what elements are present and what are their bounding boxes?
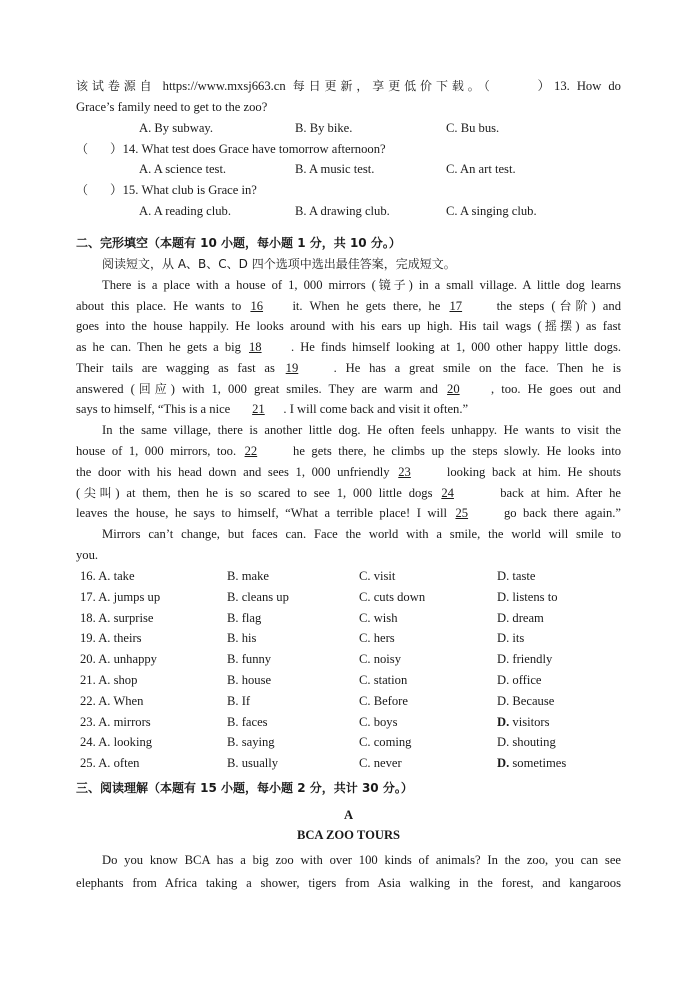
option-19-d[interactable]: D. its <box>497 631 525 646</box>
option-18-d[interactable]: D. dream <box>497 610 544 625</box>
option-16-d[interactable]: D. taste <box>497 569 536 583</box>
blank-24[interactable]: 24 <box>441 486 454 500</box>
option-17-c[interactable]: C. cuts down <box>359 589 426 604</box>
p3-line-1: Mirrors can’t change, but faces can. Face the world with a smile, the world will smile to <box>102 527 621 541</box>
option-19-a[interactable]: 19. A. theirs <box>80 631 142 646</box>
option-23-d[interactable]: D. visitors <box>497 714 550 729</box>
blank-25[interactable]: 25 <box>455 506 469 520</box>
p1-line-2: about this place. He wants to 16 it. When he gets there, he 17 the steps (台阶) and <box>76 299 621 313</box>
option-22-b[interactable]: B. If <box>227 693 251 708</box>
option-25-c[interactable]: C. never <box>359 756 402 771</box>
option-25-a[interactable]: 25. A. often <box>80 756 140 771</box>
part-label: A <box>343 808 354 822</box>
option-17-b[interactable]: B. cleans up <box>227 589 289 604</box>
blank-21[interactable]: 21 <box>252 402 265 416</box>
option-20-c[interactable]: C. noisy <box>359 652 401 667</box>
option-16-b[interactable]: B. make <box>227 569 269 583</box>
q13-option-b[interactable]: B. By bike. <box>295 121 353 135</box>
p3-line-2: you. <box>76 548 99 562</box>
q13-option-a[interactable]: A. By subway. <box>139 121 214 135</box>
option-16-c[interactable]: C. visit <box>359 569 396 583</box>
p1-line-6: answered (回应) with 1, 000 great smiles. They are warm and 20 , too. He goes out and <box>76 382 621 396</box>
option-17-a[interactable]: 17. A. jumps up <box>80 589 161 604</box>
q15-option-b[interactable]: B. A drawing club. <box>295 204 390 218</box>
q14-line <box>76 141 621 157</box>
option-23-c[interactable]: C. boys <box>359 714 398 729</box>
option-25-b[interactable]: B. usually <box>227 756 279 771</box>
option-23-a[interactable]: 23. A. mirrors <box>80 714 151 729</box>
q14-option-b[interactable]: B. A music test. <box>295 162 375 176</box>
blank-19[interactable]: 19 <box>285 361 299 375</box>
q14-text: ）14. What test does Grace have tomorrow afternoon? <box>110 142 386 156</box>
option-25-d[interactable]: D. sometimes <box>497 756 567 771</box>
option-20-a[interactable]: 20. A. unhappy <box>80 652 157 667</box>
source-url[interactable]: https://www.mxsj663.cn <box>162 79 286 93</box>
q15-paren: （ <box>76 183 89 197</box>
cloze-instruction: 阅读短文，从 A、B、C、D 四个选项中选出最佳答案，完成短文。 <box>102 257 456 271</box>
q15-text: ）15. What club is Grace in? <box>110 183 257 197</box>
p1-line-7: says to himself, “This is a nice 21 . I will come back and visit it often.” <box>76 402 469 416</box>
promo-text: 每日更新，享更低价下载。（ <box>292 79 494 93</box>
option-20-b[interactable]: B. funny <box>227 652 272 667</box>
option-18-b[interactable]: B. flag <box>227 610 262 625</box>
option-20-d[interactable]: D. friendly <box>497 652 553 667</box>
option-16-a[interactable]: 16. A. take <box>80 569 135 583</box>
cloze-section-title: 二、完形填空（本题有 10 小题，每小题 1 分，共 10 分。） <box>76 236 401 250</box>
header-line <box>76 78 621 94</box>
option-24-c[interactable]: C. coming <box>359 735 412 750</box>
p2-line-5: leaves the house, he says to himself, “What a terrible place! I will 25 go back there again.” <box>76 506 621 520</box>
option-22-a[interactable]: 22. A. When <box>80 693 144 708</box>
q15-line <box>76 182 621 198</box>
reading-section-title: 三、阅读理解（本题有 15 小题，每小题 2 分，共计 30 分。） <box>76 781 413 795</box>
p2-line-3: the door with his head down and sees 1, 000 unfriendly 23 looking back at him. He shouts <box>76 465 621 479</box>
q14-option-a[interactable]: A. A science test. <box>139 162 227 176</box>
p2-line-4: (尖叫) at them, then he is so scared to see 1, 000 little dogs 24 back at him. After he <box>76 486 621 500</box>
option-23-b[interactable]: B. faces <box>227 714 268 729</box>
option-17-d[interactable]: D. listens to <box>497 589 558 604</box>
option-18-c[interactable]: C. wish <box>359 610 398 625</box>
blank-23[interactable]: 23 <box>398 465 411 479</box>
q15-option-c[interactable]: C. A singing club. <box>446 204 537 218</box>
blank-20[interactable]: 20 <box>447 382 460 396</box>
option-22-d[interactable]: D. Because <box>497 693 555 708</box>
option-21-b[interactable]: B. house <box>227 673 272 687</box>
p1-line-4: as he can. Then he gets a big 18 . He finds himself looking at 1, 000 other happy little dogs. <box>76 340 622 354</box>
option-21-c[interactable]: C. station <box>359 673 408 687</box>
option-19-c[interactable]: C. hers <box>359 631 395 646</box>
option-24-a[interactable]: 24. A. looking <box>80 735 153 750</box>
article-line-1: Do you know BCA has a big zoo with over 100 kinds of animals? In the zoo, you can see <box>102 853 621 867</box>
option-18-a[interactable]: 18. A. surprise <box>80 610 154 625</box>
blank-16[interactable]: 16 <box>250 299 264 313</box>
p2-line-1: In the same village, there is another little dog. He often feels unhappy. He wants to visit the <box>102 423 621 437</box>
q13-line2: Grace’s family need to get to the zoo? <box>76 100 268 114</box>
option-24-b[interactable]: B. saying <box>227 735 275 750</box>
q14-paren: （ <box>76 142 89 156</box>
blank-17[interactable]: 17 <box>449 299 463 313</box>
q13-option-c[interactable]: C. Bu bus. <box>446 121 500 135</box>
p1-line-1: There is a place with a house of 1, 000 mirrors (镜子) in a small village. A little dog learns <box>102 278 621 292</box>
p1-line-5: Their tails are wagging as fast as 19 . He has a great smile on the face. Then he is <box>76 361 621 375</box>
article-line-2: elephants from Africa taking a shower, tigers from Asia walking in the forest, and kangaroos <box>76 876 621 890</box>
p1-line-3: goes into the house happily. He looks around with his ears up high. His tail wags (摇摆) as fast <box>76 319 621 333</box>
q15-option-a[interactable]: A. A reading club. <box>139 204 231 218</box>
option-22-c[interactable]: C. Before <box>359 693 408 708</box>
source-label: 该试卷源自 <box>76 79 156 93</box>
q13-text: ）13. How do <box>533 79 621 93</box>
option-21-d[interactable]: D. office <box>497 673 542 687</box>
q14-option-c[interactable]: C. An art test. <box>446 162 516 176</box>
article-title: BCA ZOO TOURS <box>296 828 401 842</box>
p2-line-2: house of 1, 000 mirrors, too. 22 he gets there, he climbs up the steps slowly. He looks into <box>76 444 621 458</box>
blank-22[interactable]: 22 <box>244 444 258 458</box>
option-19-b[interactable]: B. his <box>227 631 257 646</box>
option-24-d[interactable]: D. shouting <box>497 735 556 750</box>
option-21-a[interactable]: 21. A. shop <box>80 673 138 687</box>
blank-18[interactable]: 18 <box>248 340 262 354</box>
